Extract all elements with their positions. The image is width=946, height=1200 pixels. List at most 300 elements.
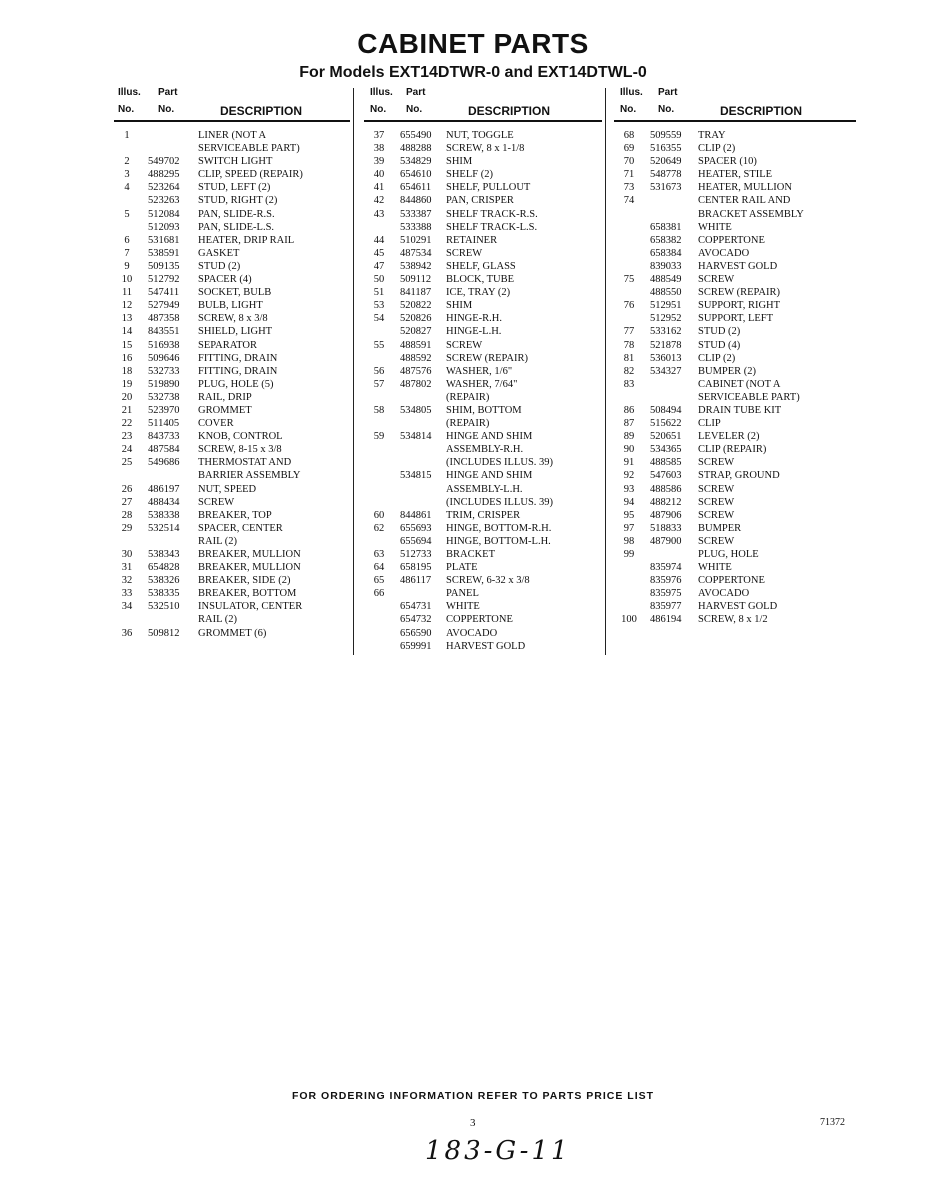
part-row — [118, 548, 350, 561]
part-row — [370, 247, 602, 260]
illus-number: 77 — [623, 326, 635, 338]
part-description: HINGE, BOTTOM-L.H. — [446, 535, 551, 547]
part-description: RAIL (2) — [198, 614, 237, 626]
illus-number: 93 — [623, 483, 635, 495]
part-row — [370, 587, 602, 600]
part-number: 488288 — [400, 143, 432, 155]
illus-number: 56 — [373, 365, 385, 377]
part-row — [370, 391, 602, 404]
part-number: 549702 — [148, 156, 180, 168]
part-number: 835975 — [650, 588, 682, 600]
part-description: GASKET — [198, 247, 240, 259]
illus-number: 68 — [623, 130, 635, 141]
column-divider — [605, 88, 606, 655]
part-row — [620, 260, 856, 273]
illus-number: 38 — [373, 143, 385, 155]
illus-number: 82 — [623, 365, 635, 377]
part-description: PAN, SLIDE-L.S. — [198, 221, 275, 233]
part-number: 532733 — [148, 365, 180, 377]
part-row — [118, 234, 350, 247]
part-number: 656590 — [400, 627, 432, 639]
part-row — [620, 365, 856, 378]
illus-number: 74 — [623, 195, 635, 207]
illus-number: 98 — [623, 535, 635, 547]
part-row — [620, 339, 856, 352]
part-description: HEATER, DRIP RAIL — [198, 234, 295, 246]
part-description: SCREW, 8-15 x 3/8 — [198, 444, 282, 456]
part-row — [620, 456, 856, 469]
part-row — [370, 194, 602, 207]
illus-number: 1 — [124, 130, 130, 141]
part-row — [620, 221, 856, 234]
part-number: 488591 — [400, 339, 432, 351]
part-description: CLIP — [698, 418, 721, 430]
illus-number: 95 — [623, 509, 635, 521]
illus-number: 36 — [121, 627, 133, 639]
part-description: SHELF TRACK-R.S. — [446, 208, 538, 220]
part-number: 658195 — [400, 562, 432, 574]
part-label: Part — [406, 87, 426, 98]
part-number: 521878 — [650, 339, 682, 351]
illus-number: 45 — [373, 247, 385, 259]
part-row — [620, 535, 856, 548]
part-description: SHIM, BOTTOM — [446, 404, 522, 416]
part-description: TRAY — [698, 130, 726, 141]
illus-number: 63 — [373, 549, 385, 560]
part-number: 534365 — [650, 444, 682, 456]
part-number: 488295 — [148, 169, 180, 181]
part-description: WHITE — [446, 601, 480, 613]
illus-number: 60 — [373, 509, 385, 521]
part-description: SHELF (2) — [446, 169, 493, 181]
part-description: AVOCADO — [698, 588, 750, 600]
part-row — [118, 365, 350, 378]
part-description: RAIL (2) — [198, 535, 237, 547]
part-description: SWITCH LIGHT — [198, 156, 273, 168]
part-number: 536013 — [650, 352, 682, 364]
illus-number: 9 — [124, 260, 130, 272]
illus-number: 27 — [121, 496, 133, 508]
part-number: 538591 — [148, 247, 180, 259]
part-description: HINGE, BOTTOM-R.H. — [446, 522, 552, 534]
illus-number: 92 — [623, 470, 635, 482]
illus-number: 2 — [124, 156, 130, 168]
part-row — [118, 443, 350, 456]
part-row — [370, 627, 602, 640]
part-description: SHIM — [446, 300, 473, 312]
illus-number: 86 — [623, 404, 635, 416]
part-number: 547411 — [148, 287, 180, 299]
part-row — [620, 443, 856, 456]
illus-number: 81 — [623, 352, 635, 364]
part-description: SHELF, GLASS — [446, 260, 516, 272]
part-number: 654732 — [400, 614, 432, 626]
part-number: 658382 — [650, 234, 682, 246]
part-description: HINGE AND SHIM — [446, 470, 533, 482]
part-number: 538343 — [148, 549, 180, 560]
part-no-label: No. — [406, 104, 423, 115]
part-description: GROMMET — [198, 404, 252, 416]
illus-number: 53 — [373, 300, 385, 312]
column-header — [118, 87, 350, 121]
illus-number: 47 — [373, 260, 385, 272]
part-row — [620, 181, 856, 194]
part-row — [620, 430, 856, 443]
part-row — [118, 221, 350, 234]
part-description: COPPERTONE — [446, 614, 513, 626]
part-description: STUD, RIGHT (2) — [198, 195, 278, 207]
part-row — [620, 312, 856, 325]
illus-number: 62 — [373, 522, 385, 534]
part-description: STUD, LEFT (2) — [198, 182, 271, 194]
part-row — [118, 299, 350, 312]
part-row — [370, 378, 602, 391]
illus-number: 94 — [623, 496, 635, 508]
part-number: 548778 — [650, 169, 682, 181]
part-number: 533388 — [400, 221, 432, 233]
part-number: 527949 — [148, 300, 180, 312]
illus-number: 50 — [373, 274, 385, 286]
part-number: 534829 — [400, 156, 432, 168]
illus-number: 51 — [373, 287, 385, 299]
part-number: 512951 — [650, 300, 682, 312]
part-description: AVOCADO — [446, 627, 498, 639]
part-description: SCREW — [698, 274, 735, 286]
part-description: RETAINER — [446, 234, 498, 246]
part-description: SERVICEABLE PART) — [198, 143, 300, 155]
part-row — [118, 312, 350, 325]
part-description: THERMOSTAT AND — [198, 457, 292, 469]
part-description: WASHER, 7/64" — [446, 378, 518, 390]
illus-number: 12 — [121, 300, 133, 312]
part-row — [370, 352, 602, 365]
part-description: HARVEST GOLD — [698, 260, 778, 272]
part-description: INSULATOR, CENTER — [198, 601, 303, 613]
part-description: LEVELER (2) — [698, 431, 760, 443]
illus-number: 34 — [121, 601, 133, 613]
part-description: (REPAIR) — [446, 418, 490, 430]
illus-number: 58 — [373, 404, 385, 416]
part-row — [620, 469, 856, 482]
illus-number: 16 — [121, 352, 133, 364]
part-row — [118, 456, 350, 469]
part-description: SHELF, PULLOUT — [446, 182, 531, 194]
part-description: BUMPER — [698, 522, 742, 534]
illus-number: 14 — [121, 326, 133, 338]
part-row — [620, 273, 856, 286]
part-row — [118, 417, 350, 430]
part-number: 520827 — [400, 326, 432, 338]
part-description: BRACKET ASSEMBLY — [698, 208, 804, 220]
illus-number: 64 — [373, 562, 385, 574]
parts-rows — [118, 129, 350, 640]
header-rule — [114, 120, 350, 122]
part-description: (INCLUDES ILLUS. 39) — [446, 457, 554, 469]
illus-number: 69 — [623, 143, 635, 155]
part-description: KNOB, CONTROL — [198, 431, 283, 443]
part-row — [118, 142, 350, 155]
column-divider — [353, 88, 354, 655]
part-row — [620, 483, 856, 496]
part-row — [118, 339, 350, 352]
part-number: 488585 — [650, 457, 682, 469]
part-description: HINGE-R.H. — [446, 313, 502, 325]
part-number: 488592 — [400, 352, 432, 364]
part-row — [118, 600, 350, 613]
part-row — [118, 404, 350, 417]
part-description: CLIP (2) — [698, 352, 736, 364]
part-description: SPACER, CENTER — [198, 522, 283, 534]
part-number: 487358 — [148, 313, 180, 325]
part-number: 487906 — [650, 509, 682, 521]
part-row — [370, 142, 602, 155]
part-row — [620, 496, 856, 509]
part-row — [370, 312, 602, 325]
part-row — [370, 443, 602, 456]
illus-number: 99 — [623, 549, 635, 560]
part-row — [118, 181, 350, 194]
part-description: PLUG, HOLE (5) — [198, 378, 274, 390]
part-description: FITTING, DRAIN — [198, 352, 278, 364]
part-row — [118, 574, 350, 587]
part-number: 512792 — [148, 274, 180, 286]
part-description: SCREW — [446, 247, 483, 259]
part-row — [118, 155, 350, 168]
illus-number: 91 — [623, 457, 635, 469]
part-number: 509112 — [400, 274, 432, 286]
part-number: 534805 — [400, 404, 432, 416]
part-number: 658384 — [650, 247, 682, 259]
part-description: SOCKET, BULB — [198, 287, 272, 299]
part-row — [118, 286, 350, 299]
part-number: 520649 — [650, 156, 682, 168]
part-description: SCREW, 8 x 1/2 — [698, 614, 768, 626]
part-number: 658381 — [650, 221, 682, 233]
illus-number: 40 — [373, 169, 385, 181]
part-description: HEATER, STILE — [698, 169, 773, 181]
part-description: FITTING, DRAIN — [198, 365, 278, 377]
part-number: 844860 — [400, 195, 432, 207]
part-number: 547603 — [650, 470, 682, 482]
illus-no-label: No. — [370, 104, 387, 115]
parts-column-1 — [118, 87, 350, 640]
part-number: 512733 — [400, 549, 432, 560]
part-number: 534815 — [400, 470, 432, 482]
illus-number: 19 — [121, 378, 133, 390]
description-label: DESCRIPTION — [468, 104, 551, 118]
part-description: ASSEMBLY-L.H. — [446, 483, 523, 495]
illus-number: 26 — [121, 483, 133, 495]
part-description: ICE, TRAY (2) — [446, 287, 511, 299]
part-description: CLIP (REPAIR) — [698, 444, 767, 456]
header-rule — [614, 120, 856, 122]
illus-number: 43 — [373, 208, 385, 220]
part-row — [620, 299, 856, 312]
part-number: 659991 — [400, 640, 432, 652]
part-row — [370, 430, 602, 443]
part-number: 841187 — [400, 287, 432, 299]
part-description: NUT, SPEED — [198, 483, 257, 495]
part-number: 488550 — [650, 287, 682, 299]
part-row — [370, 417, 602, 430]
document-code: 71372 — [820, 1117, 845, 1128]
part-description: BREAKER, SIDE (2) — [198, 575, 291, 587]
illus-number: 10 — [121, 274, 133, 286]
part-row — [118, 627, 350, 640]
part-row — [620, 168, 856, 181]
part-row — [620, 509, 856, 522]
illus-label: Illus. — [620, 87, 643, 98]
part-row — [370, 325, 602, 338]
part-description: SCREW (REPAIR) — [698, 287, 780, 299]
part-row — [370, 600, 602, 613]
part-description: BRACKET — [446, 549, 496, 560]
part-row — [118, 587, 350, 600]
illus-no-label: No. — [620, 104, 637, 115]
part-number: 531681 — [148, 234, 180, 246]
part-description: SEPARATOR — [198, 339, 257, 351]
description-label: DESCRIPTION — [220, 104, 303, 118]
part-row — [620, 142, 856, 155]
illus-number: 57 — [373, 378, 385, 390]
part-description: COVER — [198, 418, 234, 430]
part-number: 654828 — [148, 562, 180, 574]
part-description: RAIL, DRIP — [198, 391, 252, 403]
column-header — [620, 87, 856, 121]
illus-number: 44 — [373, 234, 385, 246]
part-row — [620, 247, 856, 260]
illus-number: 13 — [121, 313, 133, 325]
illus-number: 65 — [373, 575, 385, 587]
ordering-note: FOR ORDERING INFORMATION REFER TO PARTS PRICE LIST — [291, 1090, 655, 1102]
parts-column-3 — [620, 87, 856, 627]
part-number: 486117 — [400, 575, 432, 587]
part-row — [620, 600, 856, 613]
part-row — [370, 496, 602, 509]
part-no-label: No. — [658, 104, 675, 115]
part-row — [370, 155, 602, 168]
part-description: CLIP (2) — [698, 143, 736, 155]
part-row — [370, 339, 602, 352]
part-number: 523264 — [148, 182, 180, 194]
illus-number: 59 — [373, 431, 385, 443]
part-description: SPACER (4) — [198, 274, 252, 286]
part-description: HARVEST GOLD — [698, 601, 778, 613]
part-row — [620, 613, 856, 626]
part-number: 512093 — [148, 221, 180, 233]
illus-number: 70 — [623, 156, 635, 168]
part-description: BREAKER, TOP — [198, 509, 272, 521]
part-description: SHIM — [446, 156, 473, 168]
part-description: PLATE — [446, 562, 478, 574]
part-number: 509135 — [148, 260, 180, 272]
illus-number: 32 — [121, 575, 133, 587]
part-row — [370, 299, 602, 312]
illus-number: 75 — [623, 274, 635, 286]
part-number: 518833 — [650, 522, 682, 534]
part-description: PAN, SLIDE-R.S. — [198, 208, 275, 220]
part-description: SCREW, 8 x 3/8 — [198, 313, 268, 325]
part-description: SCREW — [698, 509, 735, 521]
part-row — [620, 325, 856, 338]
part-row — [118, 613, 350, 626]
illus-number: 6 — [124, 234, 130, 246]
part-row — [370, 273, 602, 286]
part-row — [118, 430, 350, 443]
part-description: SCREW (REPAIR) — [446, 352, 528, 364]
part-row — [370, 509, 602, 522]
part-number: 488434 — [148, 496, 180, 508]
illus-number: 83 — [623, 378, 635, 390]
part-number: 654610 — [400, 169, 432, 181]
part-row — [370, 535, 602, 548]
part-description: SCREW — [698, 496, 735, 508]
part-row — [118, 247, 350, 260]
part-row — [370, 561, 602, 574]
part-number: 523263 — [148, 195, 180, 207]
illus-number: 37 — [373, 130, 385, 141]
part-row — [118, 391, 350, 404]
part-description: BULB, LIGHT — [198, 300, 263, 312]
part-row — [620, 561, 856, 574]
part-description: TRIM, CRISPER — [446, 509, 521, 521]
part-row — [118, 469, 350, 482]
part-number: 509812 — [148, 627, 180, 639]
illus-number: 29 — [121, 522, 133, 534]
part-number: 839033 — [650, 260, 682, 272]
part-description: HINGE AND SHIM — [446, 431, 533, 443]
part-row — [118, 352, 350, 365]
part-description: COPPERTONE — [698, 234, 765, 246]
part-row — [370, 522, 602, 535]
illus-number: 90 — [623, 444, 635, 456]
part-description: BARRIER ASSEMBLY — [198, 470, 301, 482]
part-label: Part — [158, 87, 178, 98]
part-row — [370, 469, 602, 482]
illus-number: 78 — [623, 339, 635, 351]
part-row — [118, 194, 350, 207]
part-description: SCREW — [698, 457, 735, 469]
part-row — [620, 352, 856, 365]
part-row — [620, 194, 856, 207]
part-description: GROMMET (6) — [198, 627, 267, 639]
part-row — [118, 208, 350, 221]
part-number: 487576 — [400, 365, 432, 377]
part-description: ASSEMBLY-R.H. — [446, 444, 524, 456]
part-row — [620, 129, 856, 142]
illus-number: 21 — [121, 404, 133, 416]
part-number: 843551 — [148, 326, 180, 338]
part-number: 488586 — [650, 483, 682, 495]
part-number: 532514 — [148, 522, 180, 534]
part-description: SCREW — [198, 496, 235, 508]
part-description: CABINET (NOT A — [698, 378, 781, 390]
part-number: 516938 — [148, 339, 180, 351]
part-row — [118, 561, 350, 574]
part-description: COPPERTONE — [698, 575, 765, 587]
part-description: SCREW, 8 x 1-1/8 — [446, 143, 525, 155]
part-row — [370, 286, 602, 299]
illus-number: 55 — [373, 339, 385, 351]
illus-number: 66 — [373, 588, 385, 600]
part-row — [620, 234, 856, 247]
part-description: WASHER, 1/6" — [446, 365, 513, 377]
illus-number: 87 — [623, 418, 635, 430]
part-description: PAN, CRISPER — [446, 195, 514, 207]
description-label: DESCRIPTION — [720, 104, 803, 118]
part-number: 654731 — [400, 601, 432, 613]
part-description: SHELF TRACK-L.S. — [446, 221, 538, 233]
